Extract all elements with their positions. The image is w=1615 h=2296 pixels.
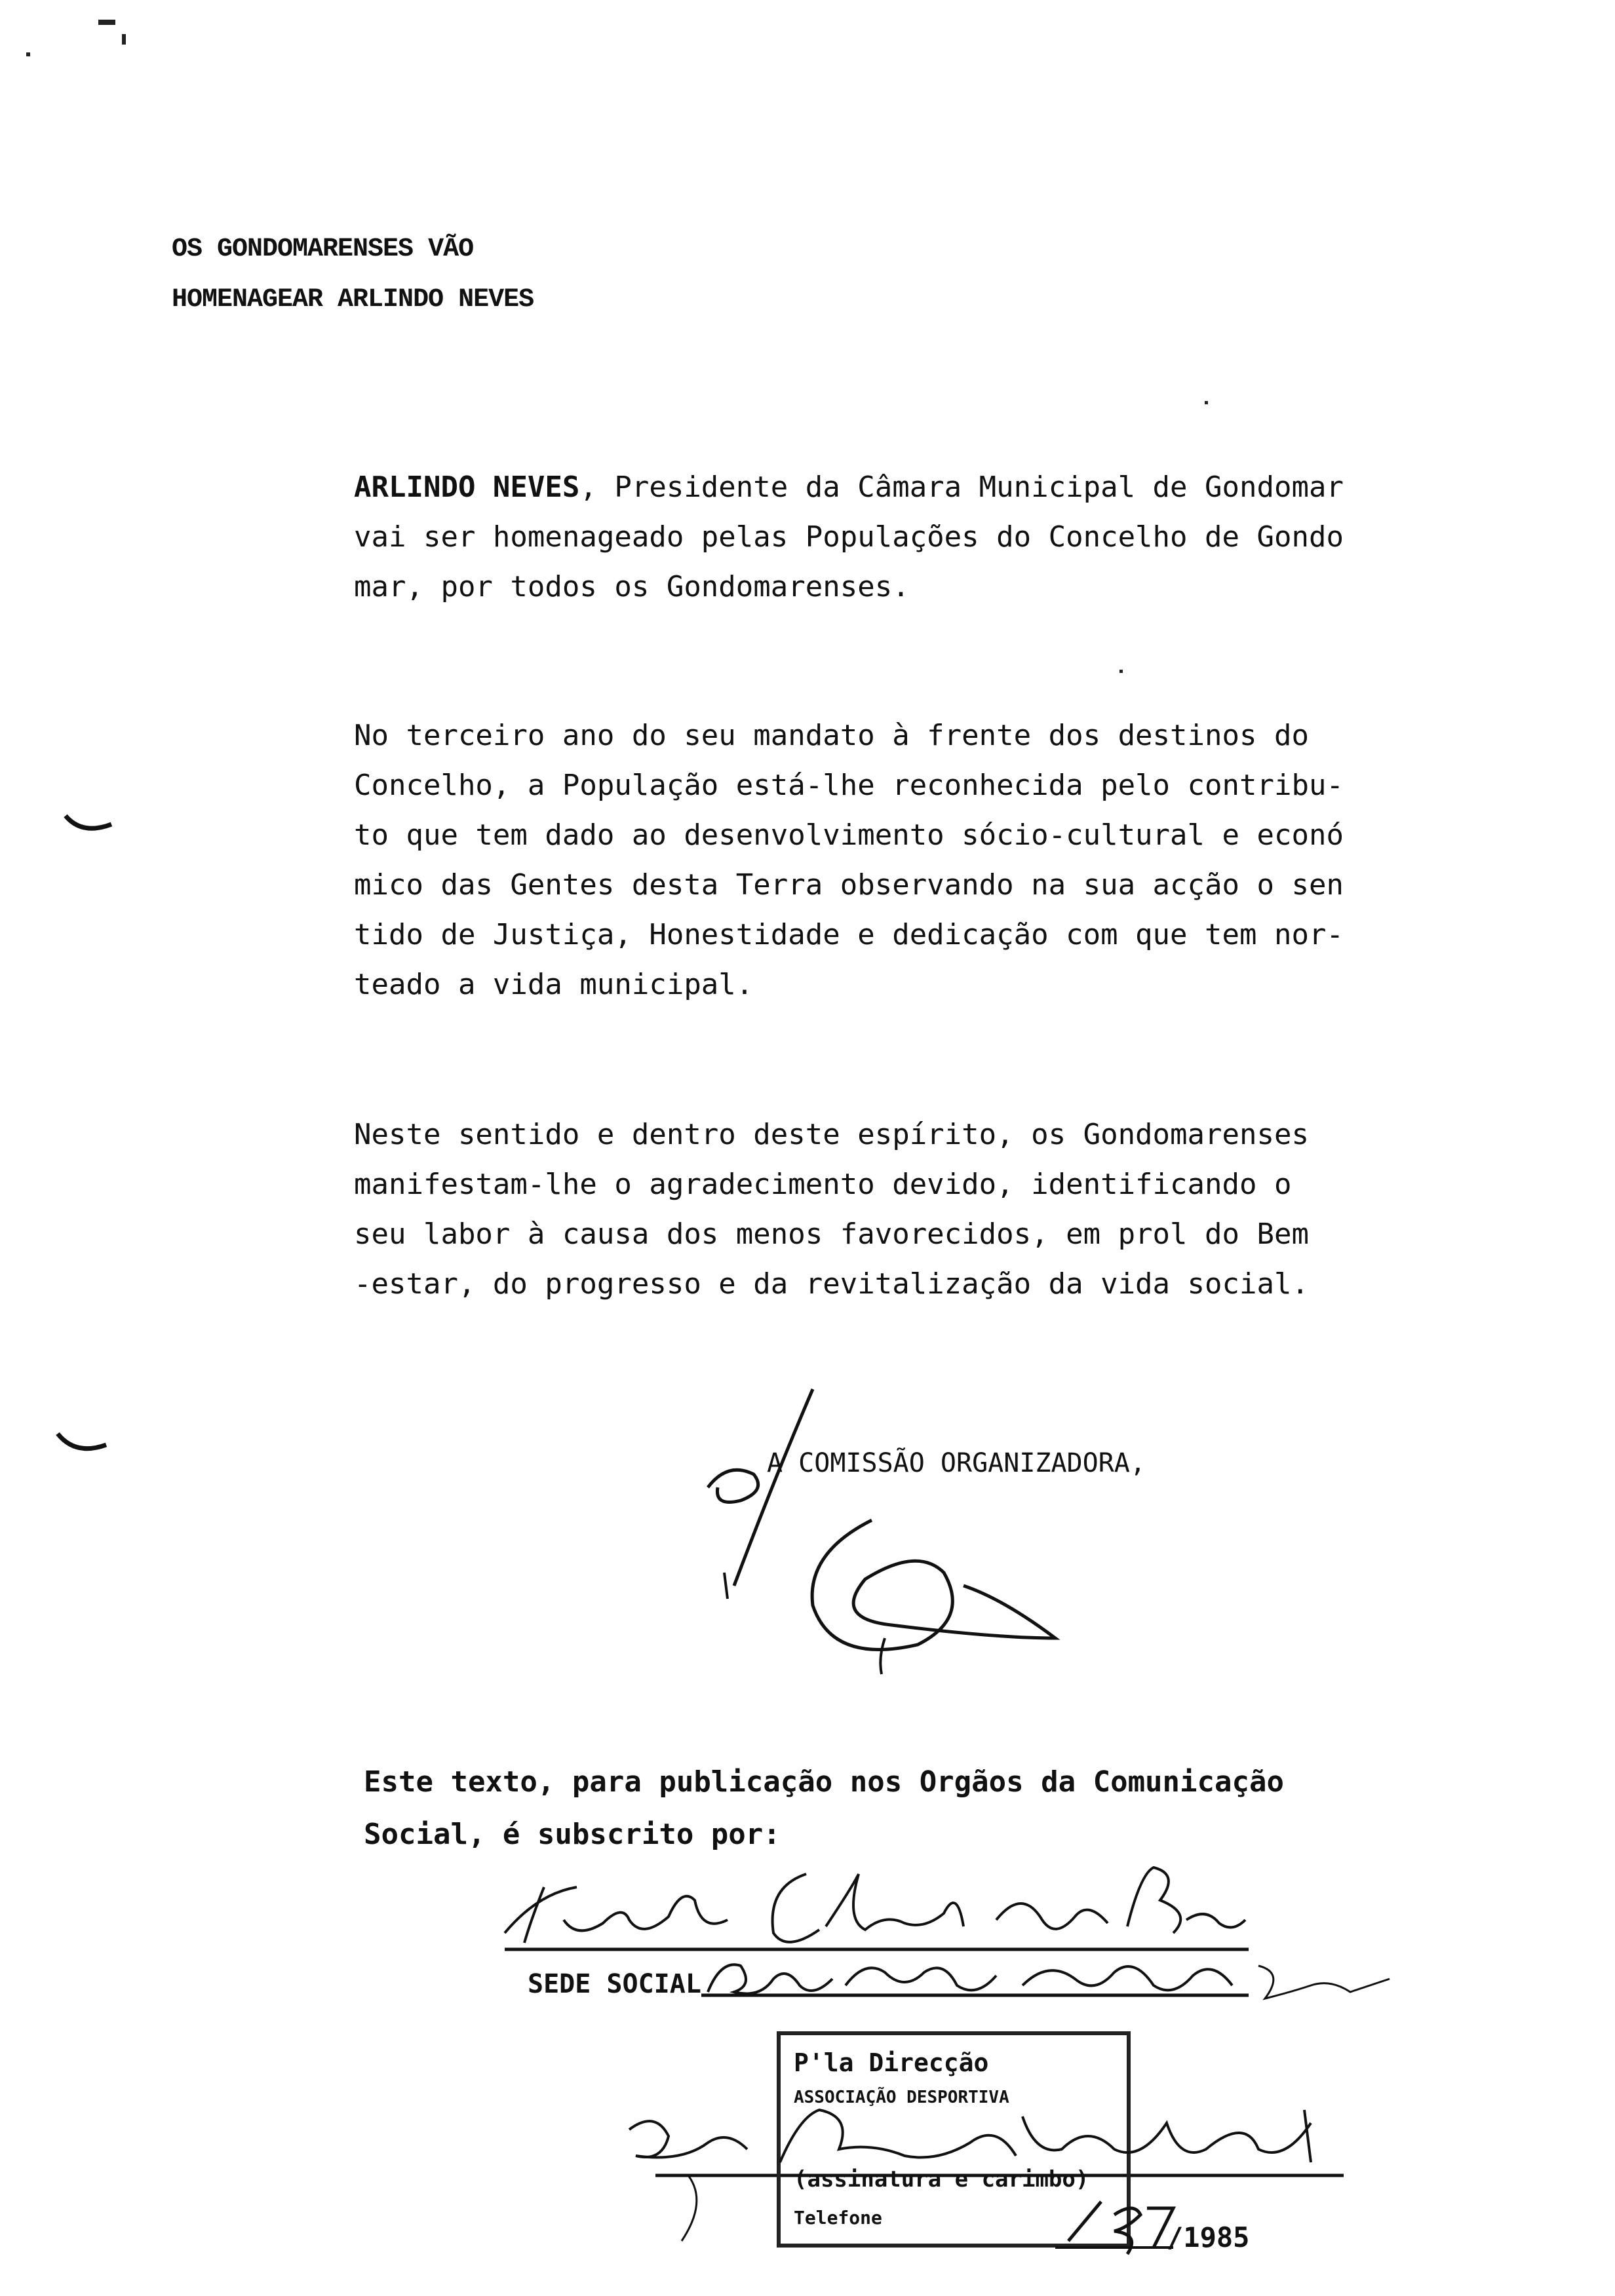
paragraph-2-line: Concelho, a População está-lhe reconhecida pelo contribu- xyxy=(354,769,1344,802)
sede-social-label: SEDE SOCIAL xyxy=(528,1969,701,1999)
paragraph-3-line: seu labor à causa dos menos favorecidos, em prol do Bem xyxy=(354,1217,1309,1251)
committee-signature-label: A COMISSÃO ORGANIZADORA, xyxy=(767,1448,1146,1478)
paragraph-1-line-3: mar, por todos os Gondomarenses. xyxy=(354,570,910,603)
paragraph-3-line: -estar, do progresso e da revitalização da vida social. xyxy=(354,1267,1309,1301)
stamp-line-4: Telefone xyxy=(794,2207,882,2229)
paragraph-1-line-2: vai ser homenageado pelas Populações do Concelho de Gondo xyxy=(354,520,1344,554)
paragraph-2-line: teado a vida municipal. xyxy=(354,968,754,1001)
date-year: /1985 xyxy=(1167,2221,1250,2253)
paragraph-2-line: No terceiro ano do seu mandato à frente dos destinos do xyxy=(354,719,1309,752)
stamp-line-1: P'la Direcção xyxy=(794,2048,989,2077)
paragraph-2-line: to que tem dado ao desenvolvimento sócio-cultural e econó xyxy=(354,818,1344,852)
subscribed-line-2: Social, é subscrito por: xyxy=(364,1818,781,1851)
headline-line-1: OS GONDOMARENSES VÃO xyxy=(172,235,474,264)
stamp-line-2: ASSOCIAÇÃO DESPORTIVA xyxy=(794,2088,1009,2107)
paragraph-3-line: manifestam-lhe o agradecimento devido, identificando o xyxy=(354,1168,1292,1201)
paragraph-1-line-1-rest: , Presidente da Câmara Municipal de Gondomar xyxy=(579,470,1344,504)
subscribed-line-1: Este texto, para publicação nos Orgãos da Comunicação xyxy=(364,1765,1284,1799)
headline-line-2: HOMENAGEAR ARLINDO NEVES xyxy=(172,285,534,315)
honoree-name: ARLINDO NEVES xyxy=(354,470,580,504)
paragraph-3-line: Neste sentido e dentro deste espírito, os Gondomarenses xyxy=(354,1118,1309,1151)
stamp-line-3: (assinatura e carimbo) xyxy=(794,2166,1089,2192)
paragraph-2-line: tido de Justiça, Honestidade e dedicação com que tem nor- xyxy=(354,918,1344,951)
paragraph-2-line: mico das Gentes desta Terra observando na sua acção o sen xyxy=(354,868,1344,902)
